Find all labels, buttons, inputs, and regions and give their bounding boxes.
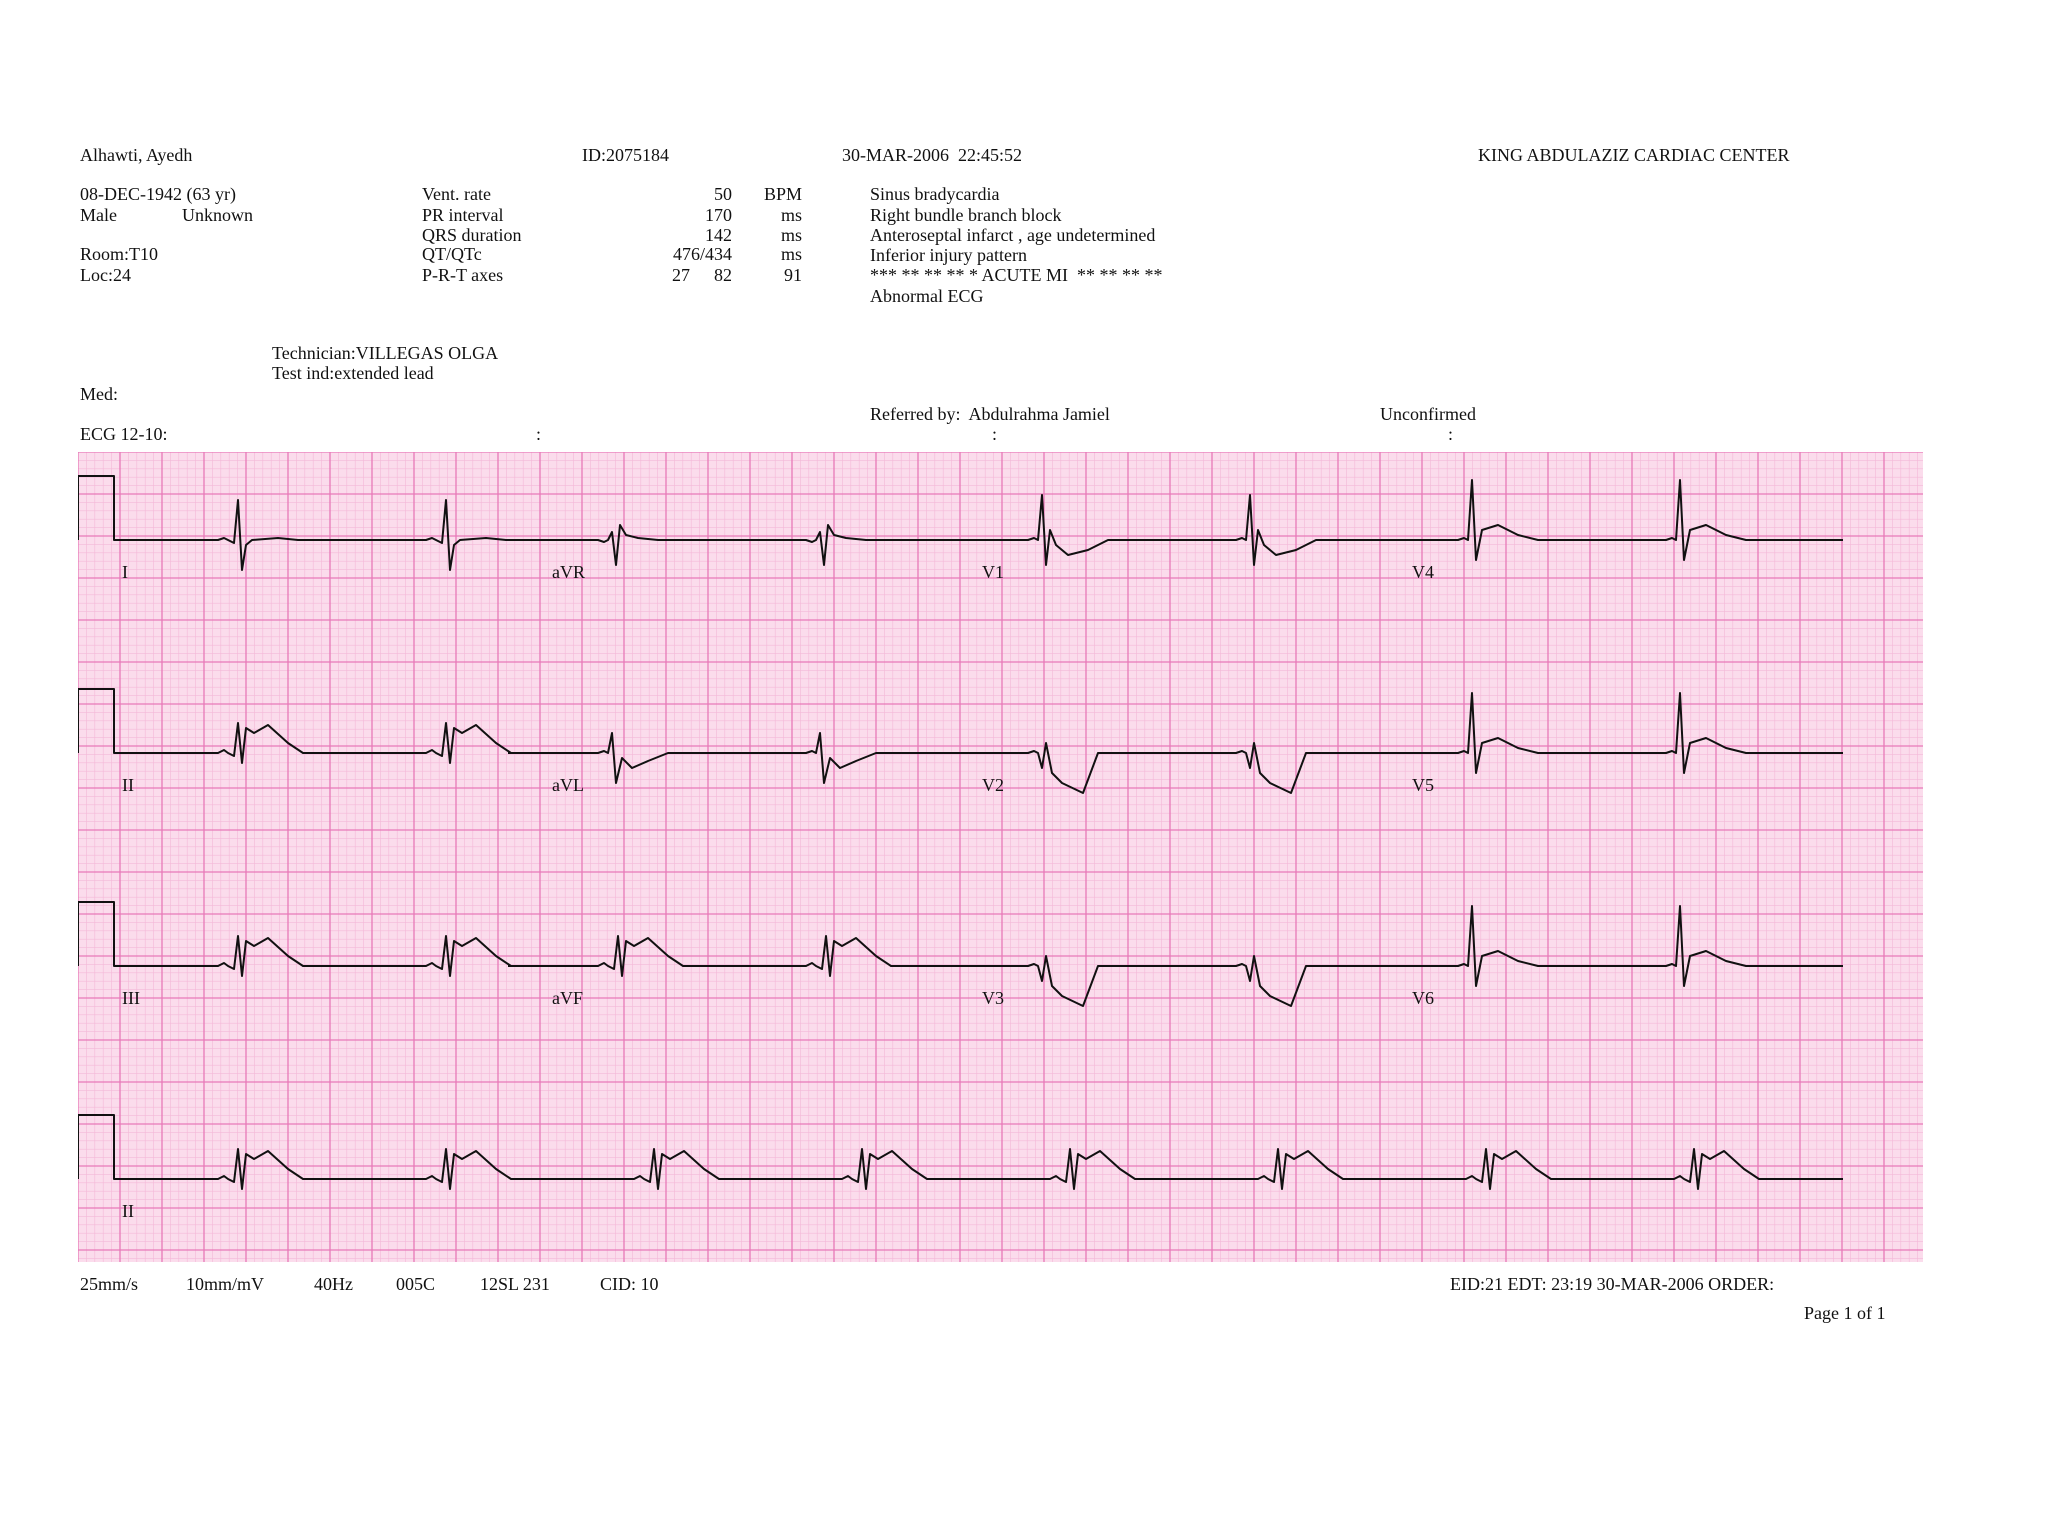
measure-label: PR interval (422, 205, 504, 225)
institution-name: KING ABDULAZIZ CARDIAC CENTER (1478, 145, 1790, 165)
measure-label: QRS duration (422, 225, 522, 245)
patient-dob: 08-DEC-1942 (63 yr) (80, 184, 236, 204)
patient-id: ID:2075184 (582, 145, 669, 165)
paper-speed: 25mm/s (80, 1274, 139, 1294)
measure-value: 476/434 (672, 244, 732, 264)
interpretation-line: Sinus bradycardia (870, 184, 1000, 204)
lead-label-I: I (122, 562, 128, 582)
axis-r: 82 (714, 265, 732, 285)
test-indication: Test ind:extended lead (272, 363, 434, 383)
lead-label-II: II (122, 775, 134, 795)
lead-label-V3: V3 (982, 988, 1004, 1008)
colon-separator: : (536, 424, 542, 444)
interpretation-line: Anteroseptal infarct , age undetermined (870, 225, 1156, 245)
cart-id: CID: 10 (600, 1274, 659, 1294)
lead-label-V4: V4 (1412, 562, 1434, 582)
measure-unit: BPM (763, 184, 802, 204)
lead-label-II-rhythm: II (122, 1201, 134, 1221)
lead-label-V2: V2 (982, 775, 1004, 795)
axis-t: 91 (784, 265, 802, 285)
patient-race: Unknown (182, 205, 253, 225)
interpretation-line: Inferior injury pattern (870, 245, 1027, 265)
measure-unit: ms (780, 225, 802, 245)
patient-room: Room:T10 (80, 244, 159, 264)
recording-datetime: 30-MAR-2006 22:45:52 (842, 145, 1022, 165)
page-number: Page 1 of 1 (1804, 1303, 1886, 1323)
colon-separator: : (1448, 424, 1454, 444)
measure-unit: ms (780, 205, 802, 225)
edit-info: EID:21 EDT: 23:19 30-MAR-2006 ORDER: (1450, 1274, 1775, 1294)
ecg-label: ECG 12-10: (80, 424, 168, 444)
axis-p: 27 (672, 265, 690, 285)
measure-value: 50 (714, 184, 732, 204)
lead-label-V1: V1 (982, 562, 1004, 582)
measure-value: 170 (705, 205, 732, 225)
filter: 40Hz (314, 1274, 353, 1294)
lead-label-III: III (122, 988, 140, 1008)
measure-value: 142 (705, 225, 732, 245)
measure-label: QT/QTc (422, 244, 482, 264)
interpretation-line: Abnormal ECG (870, 286, 984, 306)
lead-label-aVR: aVR (552, 562, 585, 582)
referred-by: Referred by: Abdulrahma Jamiel (870, 404, 1110, 424)
lead-label-aVL: aVL (552, 775, 584, 795)
axes-label: P-R-T axes (422, 265, 504, 285)
device-code: 005C (396, 1274, 436, 1294)
confirmation-status: Unconfirmed (1380, 404, 1476, 424)
lead-label-V5: V5 (1412, 775, 1434, 795)
program-version: 12SL 231 (480, 1274, 550, 1294)
patient-name: Alhawti, Ayedh (80, 145, 193, 165)
technician: Technician:VILLEGAS OLGA (272, 343, 499, 363)
medication: Med: (80, 384, 118, 404)
patient-sex: Male (80, 205, 117, 225)
interpretation-line: *** ** ** ** * ACUTE MI ** ** ** ** (870, 265, 1163, 285)
measure-unit: ms (780, 244, 802, 264)
lead-label-aVF: aVF (552, 988, 583, 1008)
lead-label-V6: V6 (1412, 988, 1434, 1008)
patient-location: Loc:24 (80, 265, 131, 285)
gain: 10mm/mV (186, 1274, 265, 1294)
measure-label: Vent. rate (422, 184, 491, 204)
colon-separator: : (992, 424, 998, 444)
interpretation-line: Right bundle branch block (870, 205, 1062, 225)
